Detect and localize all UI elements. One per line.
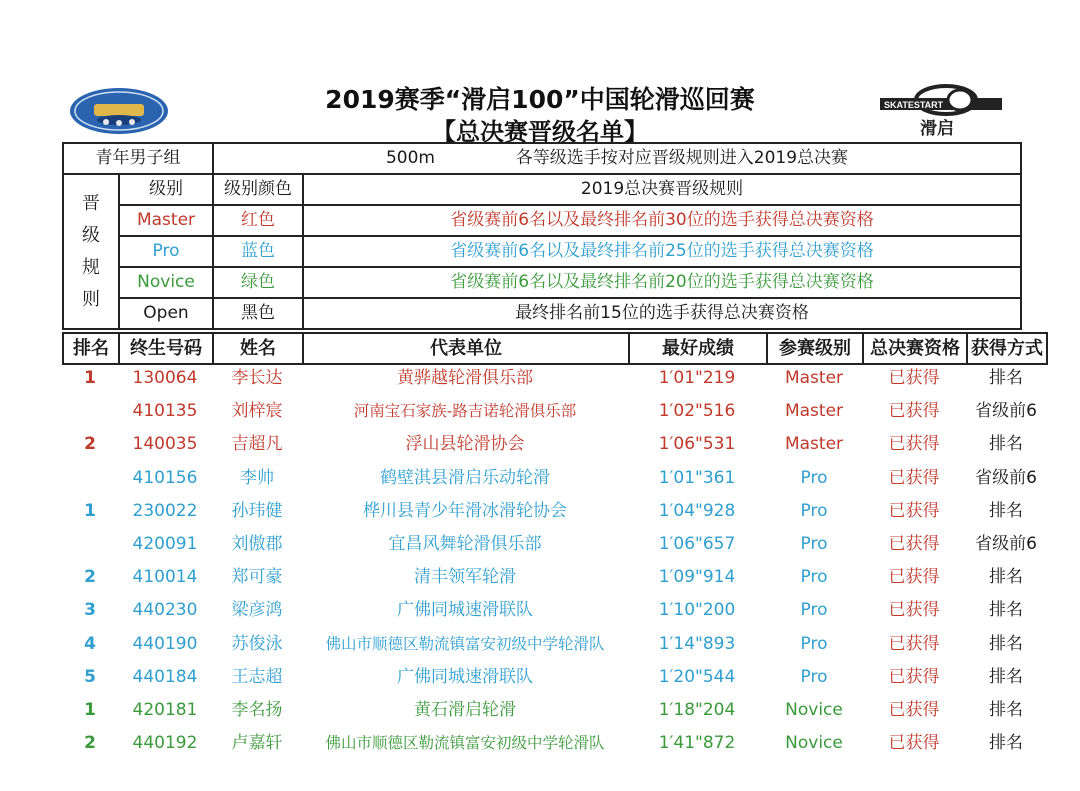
row-status: 已获得: [888, 733, 940, 754]
row-level: Novice: [785, 733, 843, 754]
table-row: [62, 594, 1046, 627]
row-rank: 2: [84, 567, 96, 588]
rule-row-master: [63, 205, 1021, 236]
row-time: 1′02"516: [658, 401, 736, 422]
row-unit: 佛山市顺德区勒流镇富安初级中学轮滑队: [325, 634, 605, 653]
table-row: [62, 362, 1046, 395]
table-row: [62, 727, 1046, 760]
row-id: 440184: [132, 666, 198, 687]
distance-rule-cell: [213, 143, 1021, 174]
row-method: 排名: [989, 500, 1023, 521]
section-char: 则: [82, 288, 100, 310]
row-name: 李长达: [231, 368, 283, 389]
row-rank: 5: [84, 666, 96, 687]
row-method: 排名: [989, 666, 1023, 687]
info-row: [63, 143, 1021, 174]
col-header-unit: 代表单位: [303, 333, 629, 364]
section-char: 规: [82, 256, 100, 278]
col-rule-header: 2019总决赛晋级规则: [303, 174, 1021, 205]
row-level: Pro: [800, 567, 828, 588]
row-rank: 1: [84, 500, 96, 521]
row-unit: 清丰领军轮滑: [414, 567, 516, 588]
row-name: 梁彦鸿: [231, 600, 283, 621]
col-header-time: 最好成绩: [629, 333, 767, 364]
rule-text: 省级赛前6名以及最终排名前25位的选手获得总决赛资格: [303, 236, 1021, 267]
col-level-header: 级别: [119, 174, 213, 205]
rule-color: 红色: [213, 205, 303, 236]
row-method: 省级前6: [975, 401, 1037, 422]
row-time: 1′18"204: [658, 699, 736, 720]
row-status: 已获得: [888, 666, 940, 687]
row-id: 440230: [132, 600, 198, 621]
row-rank: [62, 395, 118, 428]
row-level: Master: [784, 368, 844, 389]
row-unit: 桦川县青少年滑冰滑轮协会: [363, 500, 567, 521]
row-time: 1′41"872: [658, 733, 736, 754]
table-row: [62, 694, 1046, 727]
section-char: 级: [82, 224, 100, 246]
table-row: [62, 462, 1046, 495]
row-unit: 宜昌风舞轮滑俱乐部: [388, 534, 542, 555]
table-row: [62, 528, 1046, 561]
rule-color: 蓝色: [213, 236, 303, 267]
rule-level: Novice: [119, 267, 213, 298]
row-rank: 1: [84, 368, 96, 389]
col-color-header: 级别颜色: [213, 174, 303, 205]
row-id: 440190: [132, 633, 198, 654]
row-status: 已获得: [888, 401, 940, 422]
row-rank: 2: [84, 733, 96, 754]
rule-row-novice: [63, 267, 1021, 298]
page-title: 2019赛季“滑启100”中国轮滑巡回赛: [325, 85, 755, 114]
row-id: 440192: [132, 733, 198, 754]
table-row: [62, 661, 1046, 694]
results-table: [62, 362, 1046, 760]
row-method: 排名: [989, 733, 1023, 754]
rule-text: 省级赛前6名以及最终排名前30位的选手获得总决赛资格: [303, 205, 1021, 236]
row-name: 吉超凡: [231, 434, 283, 455]
rule-level: Master: [119, 205, 213, 236]
row-id: 230022: [132, 500, 198, 521]
rules-table: [62, 142, 1022, 330]
rule-color: 黑色: [213, 298, 303, 329]
logo-cn-text: 滑启: [920, 119, 954, 139]
row-time: 1′06"657: [658, 534, 736, 555]
row-status: 已获得: [888, 467, 940, 488]
row-method: 排名: [989, 633, 1023, 654]
row-level: Pro: [800, 534, 828, 555]
row-id: 410135: [132, 401, 198, 422]
row-unit: 广佛同城速滑联队: [397, 600, 533, 621]
section-char: 晋: [82, 192, 100, 214]
row-rank: 1: [84, 699, 96, 720]
table-row: [62, 395, 1046, 428]
row-method: 排名: [989, 699, 1023, 720]
results-header-table: [62, 332, 1048, 365]
row-time: 1′14"893: [658, 633, 736, 654]
row-level: Pro: [800, 600, 828, 621]
row-name: 苏俊泳: [231, 633, 283, 654]
table-row: [62, 428, 1046, 461]
rule-row-pro: [63, 236, 1021, 267]
row-status: 已获得: [888, 534, 940, 555]
row-name: 卢嘉轩: [231, 733, 283, 754]
row-name: 刘傲郡: [231, 534, 283, 555]
row-rank: 3: [84, 600, 96, 621]
row-method: 排名: [989, 567, 1023, 588]
row-status: 已获得: [888, 699, 940, 720]
col-header-method: 获得方式: [967, 333, 1047, 364]
row-id: 420181: [132, 699, 198, 720]
row-name: 李帅: [240, 467, 274, 488]
row-method: 排名: [989, 600, 1023, 621]
rules-header-row: [63, 174, 1021, 205]
row-id: 420091: [132, 534, 198, 555]
row-unit: 黄石滑启轮滑: [414, 699, 516, 720]
row-id: 410156: [132, 467, 198, 488]
row-id: 130064: [132, 368, 198, 389]
row-time: 1′10"200: [658, 600, 736, 621]
rule-row-open: [63, 298, 1021, 329]
logo-text: SKATESTART: [884, 100, 944, 110]
row-name: 郑可豪: [231, 567, 283, 588]
row-method: 排名: [989, 434, 1023, 455]
row-method: 排名: [989, 368, 1023, 389]
rules-section-label: [63, 174, 119, 329]
row-name: 孙玮健: [231, 500, 283, 521]
row-time: 1′04"928: [658, 500, 736, 521]
row-level: Master: [784, 401, 844, 422]
row-level: Pro: [800, 467, 828, 488]
col-header-level: 参赛级别: [767, 333, 863, 364]
row-time: 1′01"361: [658, 467, 736, 488]
table-row: [62, 495, 1046, 528]
rule-level: Open: [119, 298, 213, 329]
row-status: 已获得: [888, 500, 940, 521]
row-unit: 广佛同城速滑联队: [397, 666, 533, 687]
group-label: 青年男子组: [63, 143, 213, 174]
row-status: 已获得: [888, 434, 940, 455]
row-unit: 浮山县轮滑协会: [405, 434, 525, 455]
table-row: [62, 628, 1046, 661]
row-unit: 鹤壁淇县滑启乐动轮滑: [380, 467, 550, 488]
rule-color: 绿色: [213, 267, 303, 298]
row-id: 410014: [132, 567, 198, 588]
row-name: 刘梓宸: [231, 401, 283, 422]
row-time: 1′06"531: [658, 434, 736, 455]
col-header-id: 终生号码: [119, 333, 213, 364]
row-rank: 2: [84, 434, 96, 455]
row-time: 1′09"914: [658, 567, 736, 588]
row-unit: 黄骅越轮滑俱乐部: [397, 368, 533, 389]
results-header-row: [63, 333, 1047, 364]
row-level: Pro: [800, 666, 828, 687]
row-level: Master: [784, 434, 844, 455]
row-name: 李名扬: [231, 699, 283, 720]
row-status: 已获得: [888, 600, 940, 621]
row-unit: 佛山市顺德区勒流镇富安初级中学轮滑队: [325, 734, 605, 753]
row-time: 1′20"544: [658, 666, 736, 687]
table-row: [62, 561, 1046, 594]
row-method: 省级前6: [975, 467, 1037, 488]
row-level: Pro: [800, 500, 828, 521]
page-subtitle: 【总决赛晋级名单】: [432, 118, 648, 146]
row-status: 已获得: [888, 368, 940, 389]
row-rank: [62, 462, 118, 495]
row-id: 140035: [132, 434, 198, 455]
col-header-status: 总决赛资格: [863, 333, 967, 364]
row-level: Pro: [800, 633, 828, 654]
row-level: Novice: [785, 699, 843, 720]
distance-label: 500m: [385, 148, 435, 168]
row-rank: 4: [84, 633, 96, 654]
rule-level: Pro: [119, 236, 213, 267]
row-method: 省级前6: [975, 534, 1037, 555]
row-time: 1′01"219: [658, 368, 736, 389]
row-status: 已获得: [888, 633, 940, 654]
rule-text: 最终排名前15位的选手获得总决赛资格: [303, 298, 1021, 329]
col-header-name: 姓名: [213, 333, 303, 364]
col-header-rank: 排名: [63, 333, 119, 364]
row-status: 已获得: [888, 567, 940, 588]
rule-text: 省级赛前6名以及最终排名前20位的选手获得总决赛资格: [303, 267, 1021, 298]
row-unit: 河南宝石家族-路吉诺轮滑俱乐部: [353, 402, 577, 421]
row-rank: [62, 528, 118, 561]
row-name: 王志超: [231, 666, 283, 687]
rule-intro: 各等级选手按对应晋级规则进入2019总决赛: [515, 148, 849, 168]
